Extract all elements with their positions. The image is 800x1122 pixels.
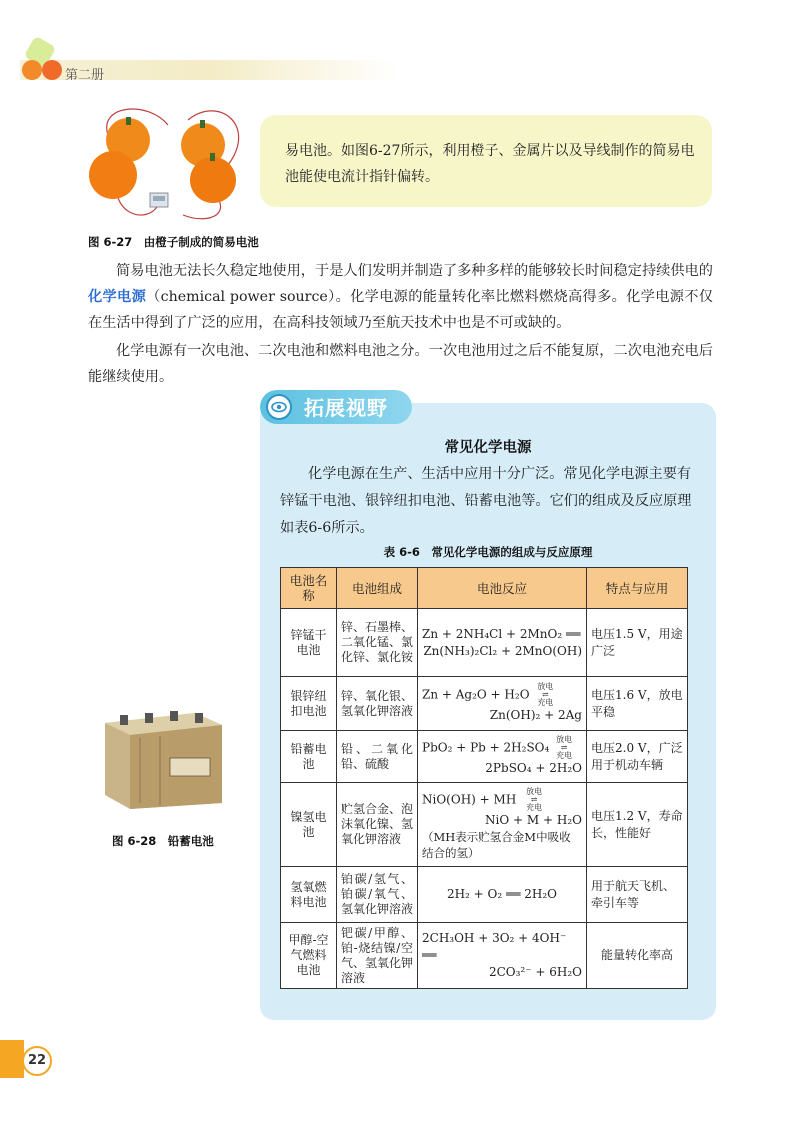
arrow-under-label: 充电 [537, 698, 554, 707]
reaction-right: Zn(OH)₂ + 2Ag [489, 708, 582, 722]
header-feature: 特点与应用 [587, 568, 688, 609]
battery-composition: 锌、氧化银、氢氧化钾溶液 [337, 677, 418, 731]
extension-paragraph-text: 化学电源在生产、生活中应用十分广泛。常见化学电源主要有锌锰干电池、银锌纽扣电池、铅蓄电池等。它们的组成及反应原理如表6-6所示。 [280, 466, 692, 536]
table-row [281, 867, 688, 923]
table-row [281, 677, 688, 731]
battery-feature: 用于航天飞机、牵引车等 [587, 867, 688, 923]
paragraph-1-start: 简易电池无法长久稳定地使用，于是人们发明并制造了多种多样的能够较长时间稳定持续供电的 [116, 263, 713, 279]
arrow-over-label: 放电 [526, 787, 543, 796]
header-orange-dot-icon [42, 60, 62, 80]
callout-text: 易电池。如图6-27所示，利用橙子、金属片以及导线制作的简易电池能使电流计指针偏转。 [285, 143, 695, 185]
header-reaction: 电池反应 [418, 568, 587, 609]
reversible-arrow: 放电 ⇌ 充电 [556, 735, 573, 760]
page-number: 22 [22, 1046, 52, 1076]
table-header-row [281, 568, 688, 609]
battery-reaction [418, 923, 587, 989]
reaction-left-text: Zn + Ag₂O + H₂O [422, 687, 530, 702]
battery-reaction [418, 731, 587, 783]
page-number-bar [0, 1040, 24, 1078]
battery-feature: 电压2.0 V，广泛用于机动车辆 [587, 731, 688, 783]
battery-reaction [418, 677, 587, 731]
battery-name: 镍氢电池 [281, 783, 337, 867]
reaction-right: Zn(NH₃)₂Cl₂ + 2MnO(OH) [423, 643, 582, 658]
reversible-arrow: 放电 ⇌ 充电 [537, 682, 554, 707]
battery-name: 银锌纽扣电池 [281, 677, 337, 731]
battery-reaction [418, 609, 587, 677]
battery-name: 甲醇-空气燃料电池 [281, 923, 337, 989]
table-row [281, 731, 688, 783]
header-name: 电池名称 [281, 568, 337, 609]
arrow-under-label: 充电 [556, 751, 573, 760]
table-title: 表 6-6 常见化学电源的组成与反应原理 [383, 545, 593, 559]
battery-name: 铅蓄电池 [281, 731, 337, 783]
reaction-left: 2CH₃OH + 3O₂ + 4OH⁻ ══ [422, 931, 567, 962]
section-title: 常见化学电源 [444, 440, 532, 456]
battery-composition: 钯碳/甲醇、铂-烧结镍/空气、氢氧化钾溶液 [337, 923, 418, 989]
lead-acid-battery-illustration [100, 703, 225, 811]
reversible-arrow: 放电 ⇌ 充电 [526, 787, 543, 812]
battery-feature: 电压1.6 V，放电平稳 [587, 677, 688, 731]
reaction-right: 2CO₃²⁻ + 6H₂O [488, 965, 582, 979]
table-row [281, 923, 688, 989]
arrow-over-label: 放电 [537, 682, 554, 691]
reaction-left [422, 736, 582, 760]
oranges-battery-illustration [88, 105, 268, 225]
extension-tab-label: 拓展视野 [304, 396, 388, 420]
arrow-under-label: 充电 [526, 803, 543, 812]
battery-feature: 电压1.5 V，用途广泛 [587, 609, 688, 677]
reaction-note: （MH表示贮氢合金M中吸收结合的氢） [422, 830, 571, 860]
extension-paragraph [280, 461, 700, 542]
paragraph-1-end: （chemical power source）。化学电源的能量转化率比燃料燃烧高得多。化学电源不仅在生活中得到了广泛的应用，在高科技领域乃至航天技术中也是不可或缺的。 [88, 289, 713, 331]
battery-composition: 贮氢合金、泡沫氧化镍、氢氧化钾溶液 [337, 783, 418, 867]
chemical-power-source-term: 化学电源 [88, 289, 147, 305]
battery-name: 氢氧燃料电池 [281, 867, 337, 923]
battery-name: 锌锰干电池 [281, 609, 337, 677]
eye-icon [266, 394, 292, 420]
battery-reaction [418, 867, 587, 923]
battery-composition: 锌、石墨棒、二氧化锰、氯化锌、氯化铵 [337, 609, 418, 677]
reaction-left-text: NiO(OH) + MH [422, 792, 517, 807]
table-row [281, 609, 688, 677]
battery-reaction [418, 783, 587, 867]
header-composition: 电池组成 [337, 568, 418, 609]
paragraph-2-text: 化学电源有一次电池、二次电池和燃料电池之分。一次电池用过之后不能复原，二次电池充电后能继续使用。 [88, 343, 713, 385]
book-label: 第二册 [65, 68, 105, 83]
battery-feature: 能量转化率高 [587, 923, 688, 989]
reaction-left: 2H₂ + O₂ ══ 2H₂O [446, 887, 558, 901]
reaction-left [422, 788, 582, 812]
table-row [281, 783, 688, 867]
reaction-left-text: PbO₂ + Pb + 2H₂SO₄ [422, 740, 550, 755]
figure-628-caption: 图 6-28 铅蓄电池 [112, 834, 214, 848]
header-orange-dot-icon [22, 60, 42, 80]
battery-composition: 铅、二氧化铅、硫酸 [337, 731, 418, 783]
reaction-right: 2PbSO₄ + 2H₂O [485, 761, 582, 775]
reaction-left [422, 683, 582, 707]
battery-composition: 铂碳/氢气、铂碳/氧气、氢氧化钾溶液 [337, 867, 418, 923]
battery-table [280, 567, 688, 989]
paragraph-1 [88, 258, 713, 336]
battery-feature: 电压1.2 V，寿命长，性能好 [587, 783, 688, 867]
paragraph-2 [88, 338, 713, 390]
reaction-right: NiO + M + H₂O [485, 813, 582, 827]
reaction-left: Zn + 2NH₄Cl + 2MnO₂ ══ [422, 626, 581, 641]
arrow-over-label: 放电 [556, 735, 573, 744]
figure-627-caption: 图 6-27 由橙子制成的简易电池 [88, 235, 259, 249]
